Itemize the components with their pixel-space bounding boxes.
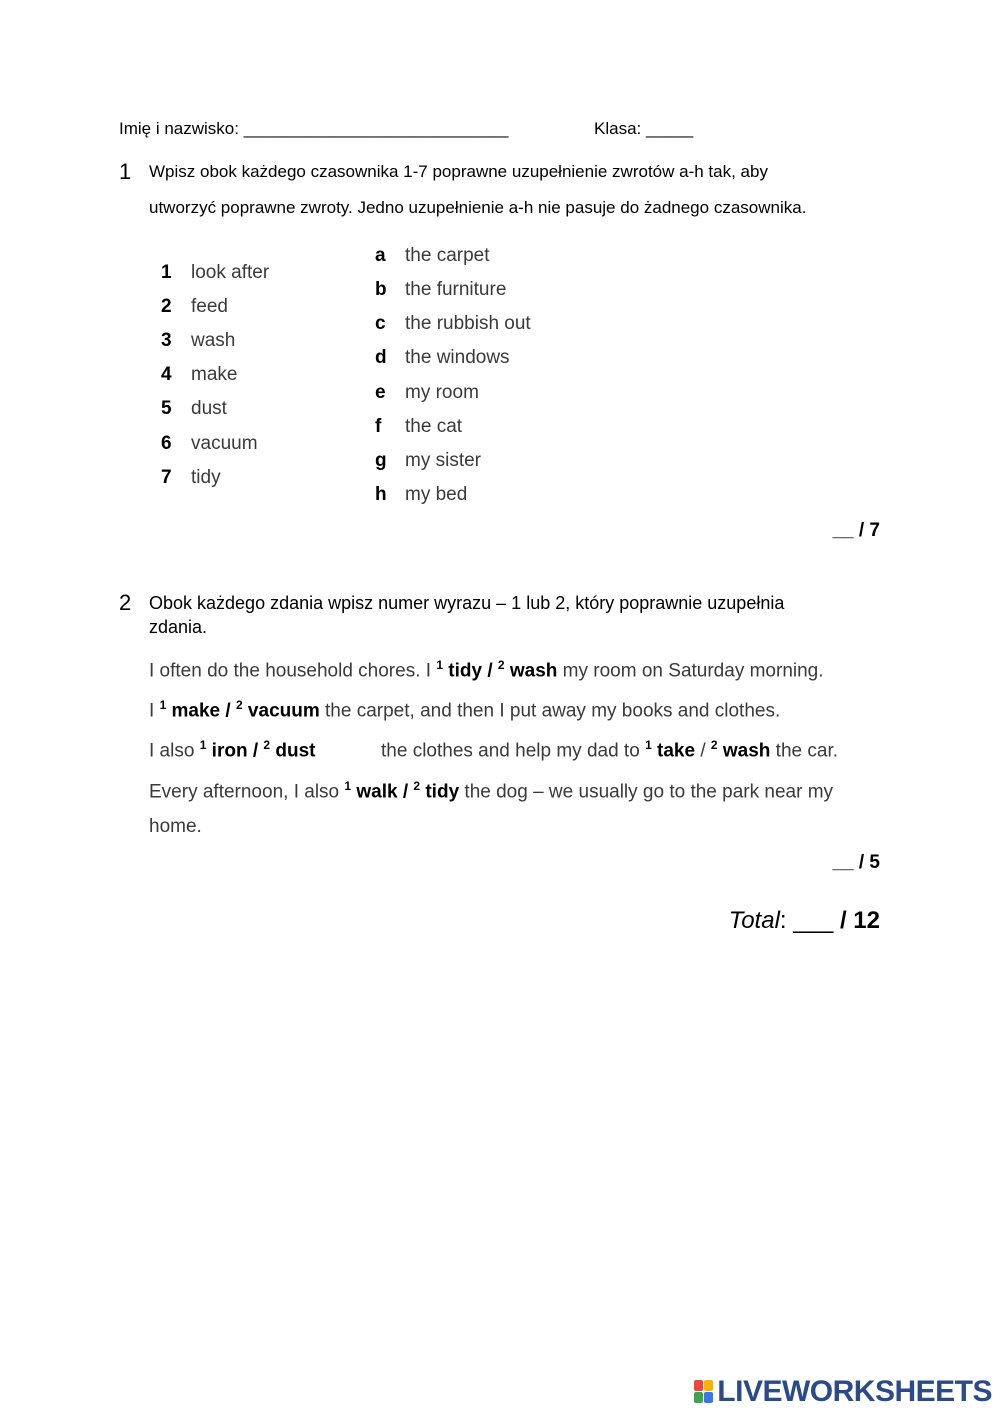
class-label: Klasa: _____ bbox=[594, 119, 694, 138]
sentence-4: Every afternoon, I also $^1$ walk / $^2$ tidy the dog – we usually go to the park near my bbox=[149, 779, 834, 803]
verb-item: 7 tidy bbox=[161, 467, 221, 488]
completion-item: e my room bbox=[375, 382, 479, 403]
q2-score[interactable]: __ / 5 bbox=[832, 852, 880, 873]
sentence-1: I often do the household chores. I $^1$ tidy / $^2$ wash my room on Saturday morning. bbox=[149, 658, 824, 682]
verb-item: 1 look after bbox=[161, 262, 270, 283]
total-score[interactable]: Total: ___ / 12 bbox=[728, 907, 880, 934]
sentence-4-continued: home. bbox=[149, 816, 202, 837]
verb-item: 4 make bbox=[161, 364, 238, 385]
q2-instruction-line2: zdania. bbox=[149, 617, 208, 637]
completion-item: f the cat bbox=[375, 416, 463, 437]
q1-instruction-line1: Wpisz obok każdego czasownika 1-7 poprawne uzupełnienie zwrotów a-h tak, aby bbox=[149, 162, 768, 181]
name-label: Imię i nazwisko: ____________________________ bbox=[119, 119, 509, 138]
verb-item: 6 vacuum bbox=[161, 433, 258, 454]
q1-instruction-line2: utworzyć poprawne zwroty. Jedno uzupełnienie a-h nie pasuje do żadnego czasownika. bbox=[149, 198, 807, 217]
completion-item: a the carpet bbox=[375, 245, 490, 266]
completion-item: h my bed bbox=[375, 484, 468, 505]
completion-item: d the windows bbox=[375, 347, 510, 368]
q1-number: 1 bbox=[119, 159, 132, 184]
sentence-3-part1: I also $^1$ iron / $^2$ dust bbox=[149, 738, 316, 762]
completion-item: c the rubbish out bbox=[375, 313, 531, 334]
completion-item: g my sister bbox=[375, 450, 481, 471]
liveworksheets-logo: LIVEWORKSHEETS bbox=[694, 1375, 992, 1409]
q1-score[interactable]: __ / 7 bbox=[832, 520, 880, 541]
name-line[interactable]: ____________________________ bbox=[243, 119, 509, 138]
verb-item: 3 wash bbox=[161, 330, 236, 351]
completion-item: b the furniture bbox=[375, 279, 507, 300]
verb-item: 5 dust bbox=[161, 398, 227, 419]
sentence-3-part2: the clothes and help my dad to $^1$ take / $^2$ wash the car. bbox=[381, 738, 839, 762]
q2-number: 2 bbox=[119, 590, 132, 615]
class-line[interactable]: _____ bbox=[645, 119, 694, 138]
sentence-2: I $^1$ make / $^2$ vacuum the carpet, and then I put away my books and clothes. bbox=[149, 698, 781, 722]
q2-instruction-line1: Obok każdego zdania wpisz numer wyrazu – 1 lub 2, który poprawnie uzupełnia bbox=[149, 593, 785, 613]
liveworksheets-logo-icon bbox=[694, 1380, 714, 1404]
verb-item: 2 feed bbox=[161, 296, 228, 317]
